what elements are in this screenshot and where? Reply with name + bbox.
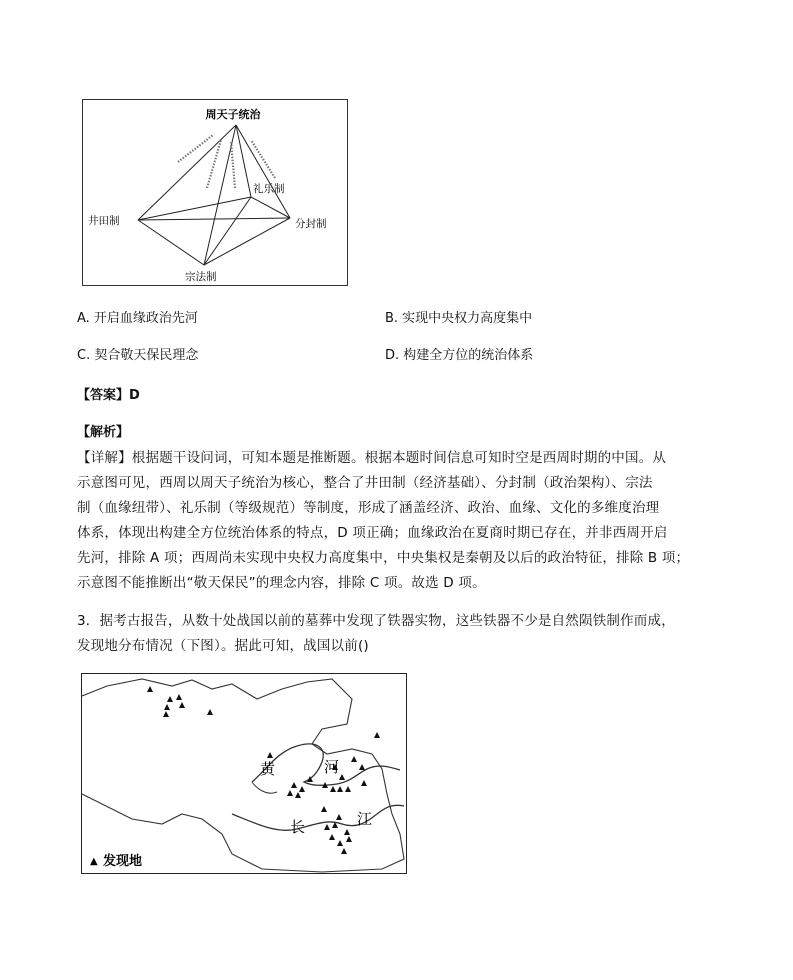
find-site-marker	[179, 702, 185, 708]
node-right: 分封制	[295, 218, 327, 230]
find-site-marker	[163, 711, 169, 717]
find-site-marker	[291, 782, 297, 788]
find-site-marker	[299, 786, 305, 792]
find-site-marker	[287, 790, 293, 796]
edge-annotations	[178, 135, 275, 188]
iron-artifact-map	[82, 674, 408, 875]
node-middle: 礼乐制	[253, 183, 285, 195]
node-left: 井田制	[88, 215, 120, 227]
question-3	[77, 609, 727, 659]
find-site-marker	[339, 774, 345, 780]
find-site-marker	[344, 829, 350, 835]
find-site-marker	[147, 686, 153, 692]
label-jiang: 江	[357, 810, 373, 828]
find-site-marker	[337, 786, 343, 792]
explanation	[77, 446, 717, 596]
option-a[interactable]: A. 开启血缘政治先河	[77, 311, 198, 326]
find-site-marker	[176, 694, 182, 700]
find-site-marker	[374, 732, 380, 738]
node-bottom: 宗法制	[185, 271, 217, 283]
map-frame	[81, 673, 407, 874]
label-chang: 长	[290, 818, 306, 836]
legend-symbol: ▲	[90, 856, 98, 867]
option-d[interactable]: D. 构建全方位的统治体系	[385, 348, 534, 363]
find-site-marker	[321, 806, 327, 812]
explanation-line: 先河，排除 A 项；西周尚未实现中央权力高度集中，中央集权是秦朝及以后的政治特征，排除 B 项；	[77, 550, 690, 566]
find-site-marker	[330, 786, 336, 792]
answer-value: D	[129, 388, 140, 403]
node-top: 周天子统治	[205, 108, 261, 121]
explanation-line: 【详解】根据题干设问词，可知本题是推断题。根据本题时间信息可知时空是西周时期的中国。从	[77, 450, 667, 466]
question-line: 发现地分布情况（下图）。据此可知，战国以前()	[77, 638, 369, 654]
find-site-marker	[324, 824, 330, 830]
find-site-marker	[164, 704, 170, 710]
label-huang: 黄	[260, 760, 276, 778]
find-site-marker	[295, 792, 301, 798]
find-site-marker	[167, 696, 173, 702]
legend-text: 发现地	[103, 854, 143, 869]
find-site-marker	[336, 814, 342, 820]
option-b[interactable]: B. 实现中央权力高度集中	[385, 311, 533, 326]
find-site-marker	[346, 836, 352, 842]
yangtze-river	[232, 805, 404, 830]
diagram-frame	[82, 99, 348, 286]
find-site-marker	[337, 840, 343, 846]
find-site-marker	[361, 780, 367, 786]
find-site-marker	[345, 786, 351, 792]
find-site-marker	[351, 756, 357, 762]
political-system-diagram	[83, 100, 349, 287]
analysis-tag: 【解析】	[77, 425, 130, 440]
explanation-line: 制（血缘纽带）、礼乐制（等级规范）等制度，形成了涵盖经济、政治、血缘、文化的多维度治理	[77, 500, 660, 516]
find-site-marker	[359, 764, 365, 770]
find-site-marker	[341, 848, 347, 854]
answer-line	[77, 384, 140, 403]
find-site-marker	[267, 752, 273, 758]
answer-tag: 【答案】	[77, 388, 130, 403]
explanation-line: 示意图可见，西周以周天子统治为核心，整合了井田制（经济基础）、分封制（政治架构）、宗法	[77, 475, 653, 491]
explanation-line: 体系，体现出构建全方位统治体系的特点，D 项正确；血缘政治在夏商时期已存在，并非西周开启	[77, 525, 668, 541]
option-c[interactable]: C. 契合敬天保民理念	[77, 348, 199, 363]
explanation-line: 示意图不能推断出“敬天保民”的理念内容，排除 C 项。故选 D 项。	[77, 575, 486, 591]
find-site-marker	[207, 709, 213, 715]
question-line: 3．据考古报告，从数十处战国以前的墓葬中发现了铁器实物，这些铁器不少是自然陨铁制作而成，	[77, 613, 675, 629]
find-site-marker	[329, 834, 335, 840]
label-he: 河	[324, 758, 340, 776]
yellow-river-branch	[252, 782, 277, 793]
